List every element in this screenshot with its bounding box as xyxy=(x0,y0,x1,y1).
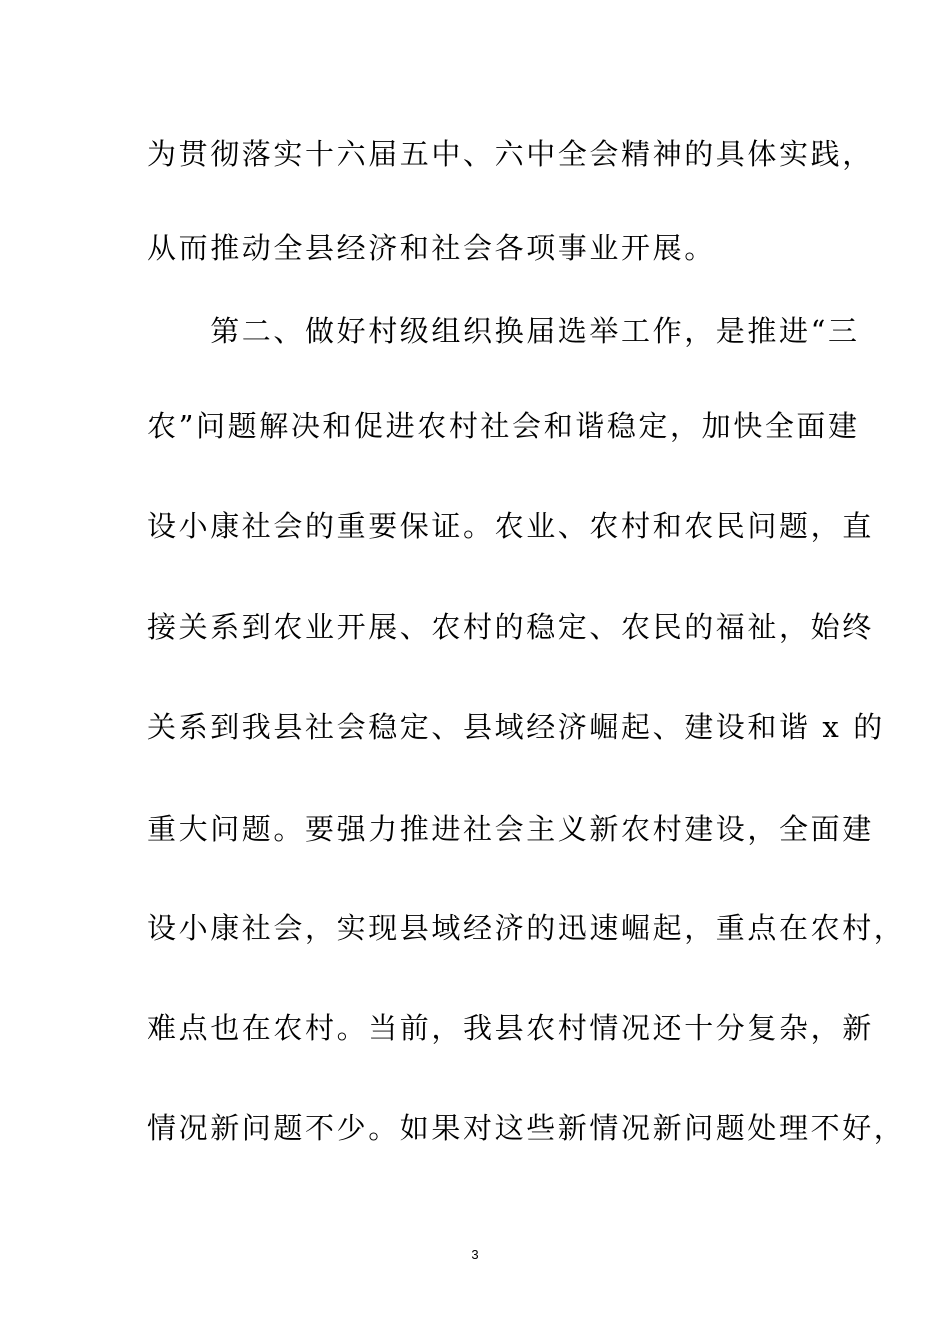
body-text-line: 难点也在农村。当前，我县农村情况还十分复杂，新 xyxy=(147,1011,874,1045)
paragraph-first-line: 第二、做好村级组织换届选举工作，是推进“三 xyxy=(147,314,860,348)
body-text-line: 关系到我县社会稳定、县域经济崛起、建设和谐 x 的 xyxy=(147,710,885,744)
body-text-line: 接关系到农业开展、农村的稳定、农民的福祉，始终 xyxy=(147,610,874,644)
body-text-line: 重大问题。要强力推进社会主义新农村建设，全面建 xyxy=(147,812,874,846)
body-text-line: 设小康社会，实现县域经济的迅速崛起，重点在农村， xyxy=(147,911,906,945)
body-text-line: 从而推动全县经济和社会各项事业开展。 xyxy=(147,231,716,265)
body-text-line: 设小康社会的重要保证。农业、农村和农民问题，直 xyxy=(147,509,874,543)
body-text-line: 情况新问题不少。如果对这些新情况新问题处理不好， xyxy=(147,1111,906,1145)
page-number: 3 xyxy=(471,1247,479,1262)
body-text-line: 为贯彻落实十六届五中、六中全会精神的具体实践， xyxy=(147,137,874,171)
body-text-line: 农”问题解决和促进农村社会和谐稳定，加快全面建 xyxy=(147,409,860,443)
